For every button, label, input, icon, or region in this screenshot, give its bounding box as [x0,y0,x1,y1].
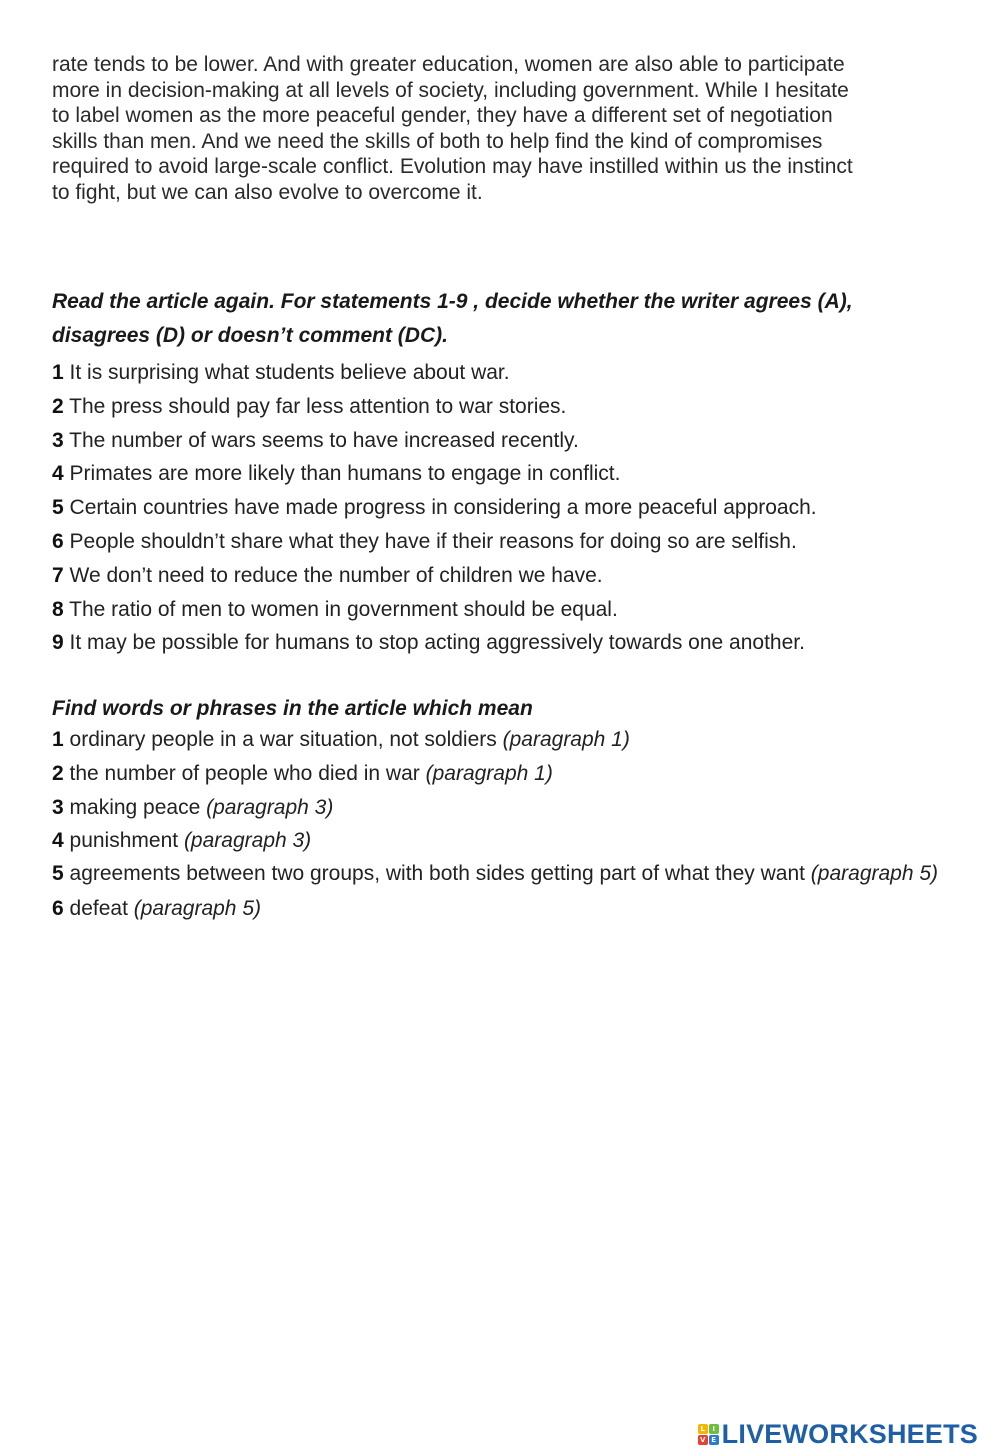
statement-text: People shouldn’t share what they have if their reasons for doing so are selfish. [63,529,797,553]
statement-number: 4 [52,462,64,486]
vocabulary-definition: ordinary people in a war situation, not soldiers [63,728,503,752]
paragraph-reference: (paragraph 1) [425,761,553,785]
statement-item [52,496,952,520]
statement-number: 8 [52,597,64,621]
vocabulary-number: 6 [52,896,64,920]
statement-item [52,530,952,554]
vocabulary-number: 4 [52,829,64,853]
logo-tile: I [709,1424,719,1434]
instruction-line: disagrees (D) or doesn’t comment (DC). [52,324,448,347]
statement-text: Primates are more likely than humans to engage in conflict. [63,462,621,486]
vocabulary-item [52,897,952,921]
logo-tile: E [709,1435,719,1445]
logo-tile: V [698,1435,708,1445]
instruction-line: Read the article again. For statements 1-9 , decide whether the writer agrees (A), [52,290,853,313]
article-closing-paragraph [52,52,952,205]
statements-list [52,361,952,655]
statement-item [52,395,952,419]
article-line: rate tends to be lower. And with greater education, women are also able to participate [52,53,845,76]
paragraph-reference: (paragraph 1) [502,728,630,752]
article-line: to label women as the more peaceful gender, they have a different set of negotiation [52,104,833,127]
statement-text: We don’t need to reduce the number of children we have. [63,563,603,587]
vocabulary-item [52,762,952,786]
statement-text: The ratio of men to women in government should be equal. [63,597,618,621]
statement-item [52,598,952,622]
statement-item [52,361,952,385]
vocabulary-definition: punishment [63,829,184,853]
vocabulary-number: 5 [52,861,64,885]
statement-text: The press should pay far less attention to war stories. [63,394,567,418]
liveworksheets-logo-icon [698,1424,719,1445]
statement-text: It is surprising what students believe about war. [63,361,510,384]
paragraph-reference: (paragraph 3) [206,795,334,819]
statement-text: It may be possible for humans to stop acting aggressively towards one another. [63,631,805,655]
statement-text: Certain countries have made progress in considering a more peaceful approach. [63,496,817,520]
statement-number: 2 [52,394,64,418]
logo-wordmark: LIVEWORKSHEETS [721,1418,978,1449]
statement-item [52,564,952,588]
statement-item [52,462,952,486]
vocabulary-definition: the number of people who died in war [63,761,426,785]
vocabulary-item [52,796,952,820]
agree-disagree-instruction [52,285,952,353]
statement-item [52,429,952,453]
vocabulary-number: 2 [52,761,64,785]
vocabulary-definition: agreements between two groups, with both sides getting part of what they want [63,861,811,885]
vocabulary-definition: defeat [63,896,134,920]
article-line: more in decision-making at all levels of society, including government. While I hesitate [52,78,849,102]
statement-text: The number of wars seems to have increased recently. [63,428,579,452]
vocabulary-item [52,863,952,885]
statement-item [52,631,952,655]
article-line: required to avoid large-scale conflict. Evolution may have instilled within us the instinct [52,155,853,178]
vocabulary-item [52,829,952,853]
paragraph-reference: (paragraph 5) [810,861,939,885]
vocabulary-list [52,728,952,920]
vocabulary-definition: making peace [63,795,207,819]
paragraph-reference: (paragraph 5) [133,896,261,920]
statement-number: 1 [52,361,64,384]
vocabulary-instruction: Find words or phrases in the article which mean [52,697,533,721]
worksheet-page [52,52,952,930]
paragraph-reference: (paragraph 3) [183,829,312,853]
liveworksheets-logo [698,1420,978,1448]
vocabulary-number: 1 [52,728,64,752]
statement-number: 7 [52,563,64,587]
statement-number: 3 [52,428,64,452]
statement-number: 6 [52,529,64,553]
article-line: to fight, but we can also evolve to overcome it. [52,180,483,204]
vocabulary-number: 3 [52,795,64,819]
logo-tile: L [698,1424,708,1434]
vocabulary-item [52,728,952,752]
statement-number: 5 [52,496,64,520]
statement-number: 9 [52,631,64,655]
article-line: skills than men. And we need the skills of both to help find the kind of compromises [52,129,823,153]
